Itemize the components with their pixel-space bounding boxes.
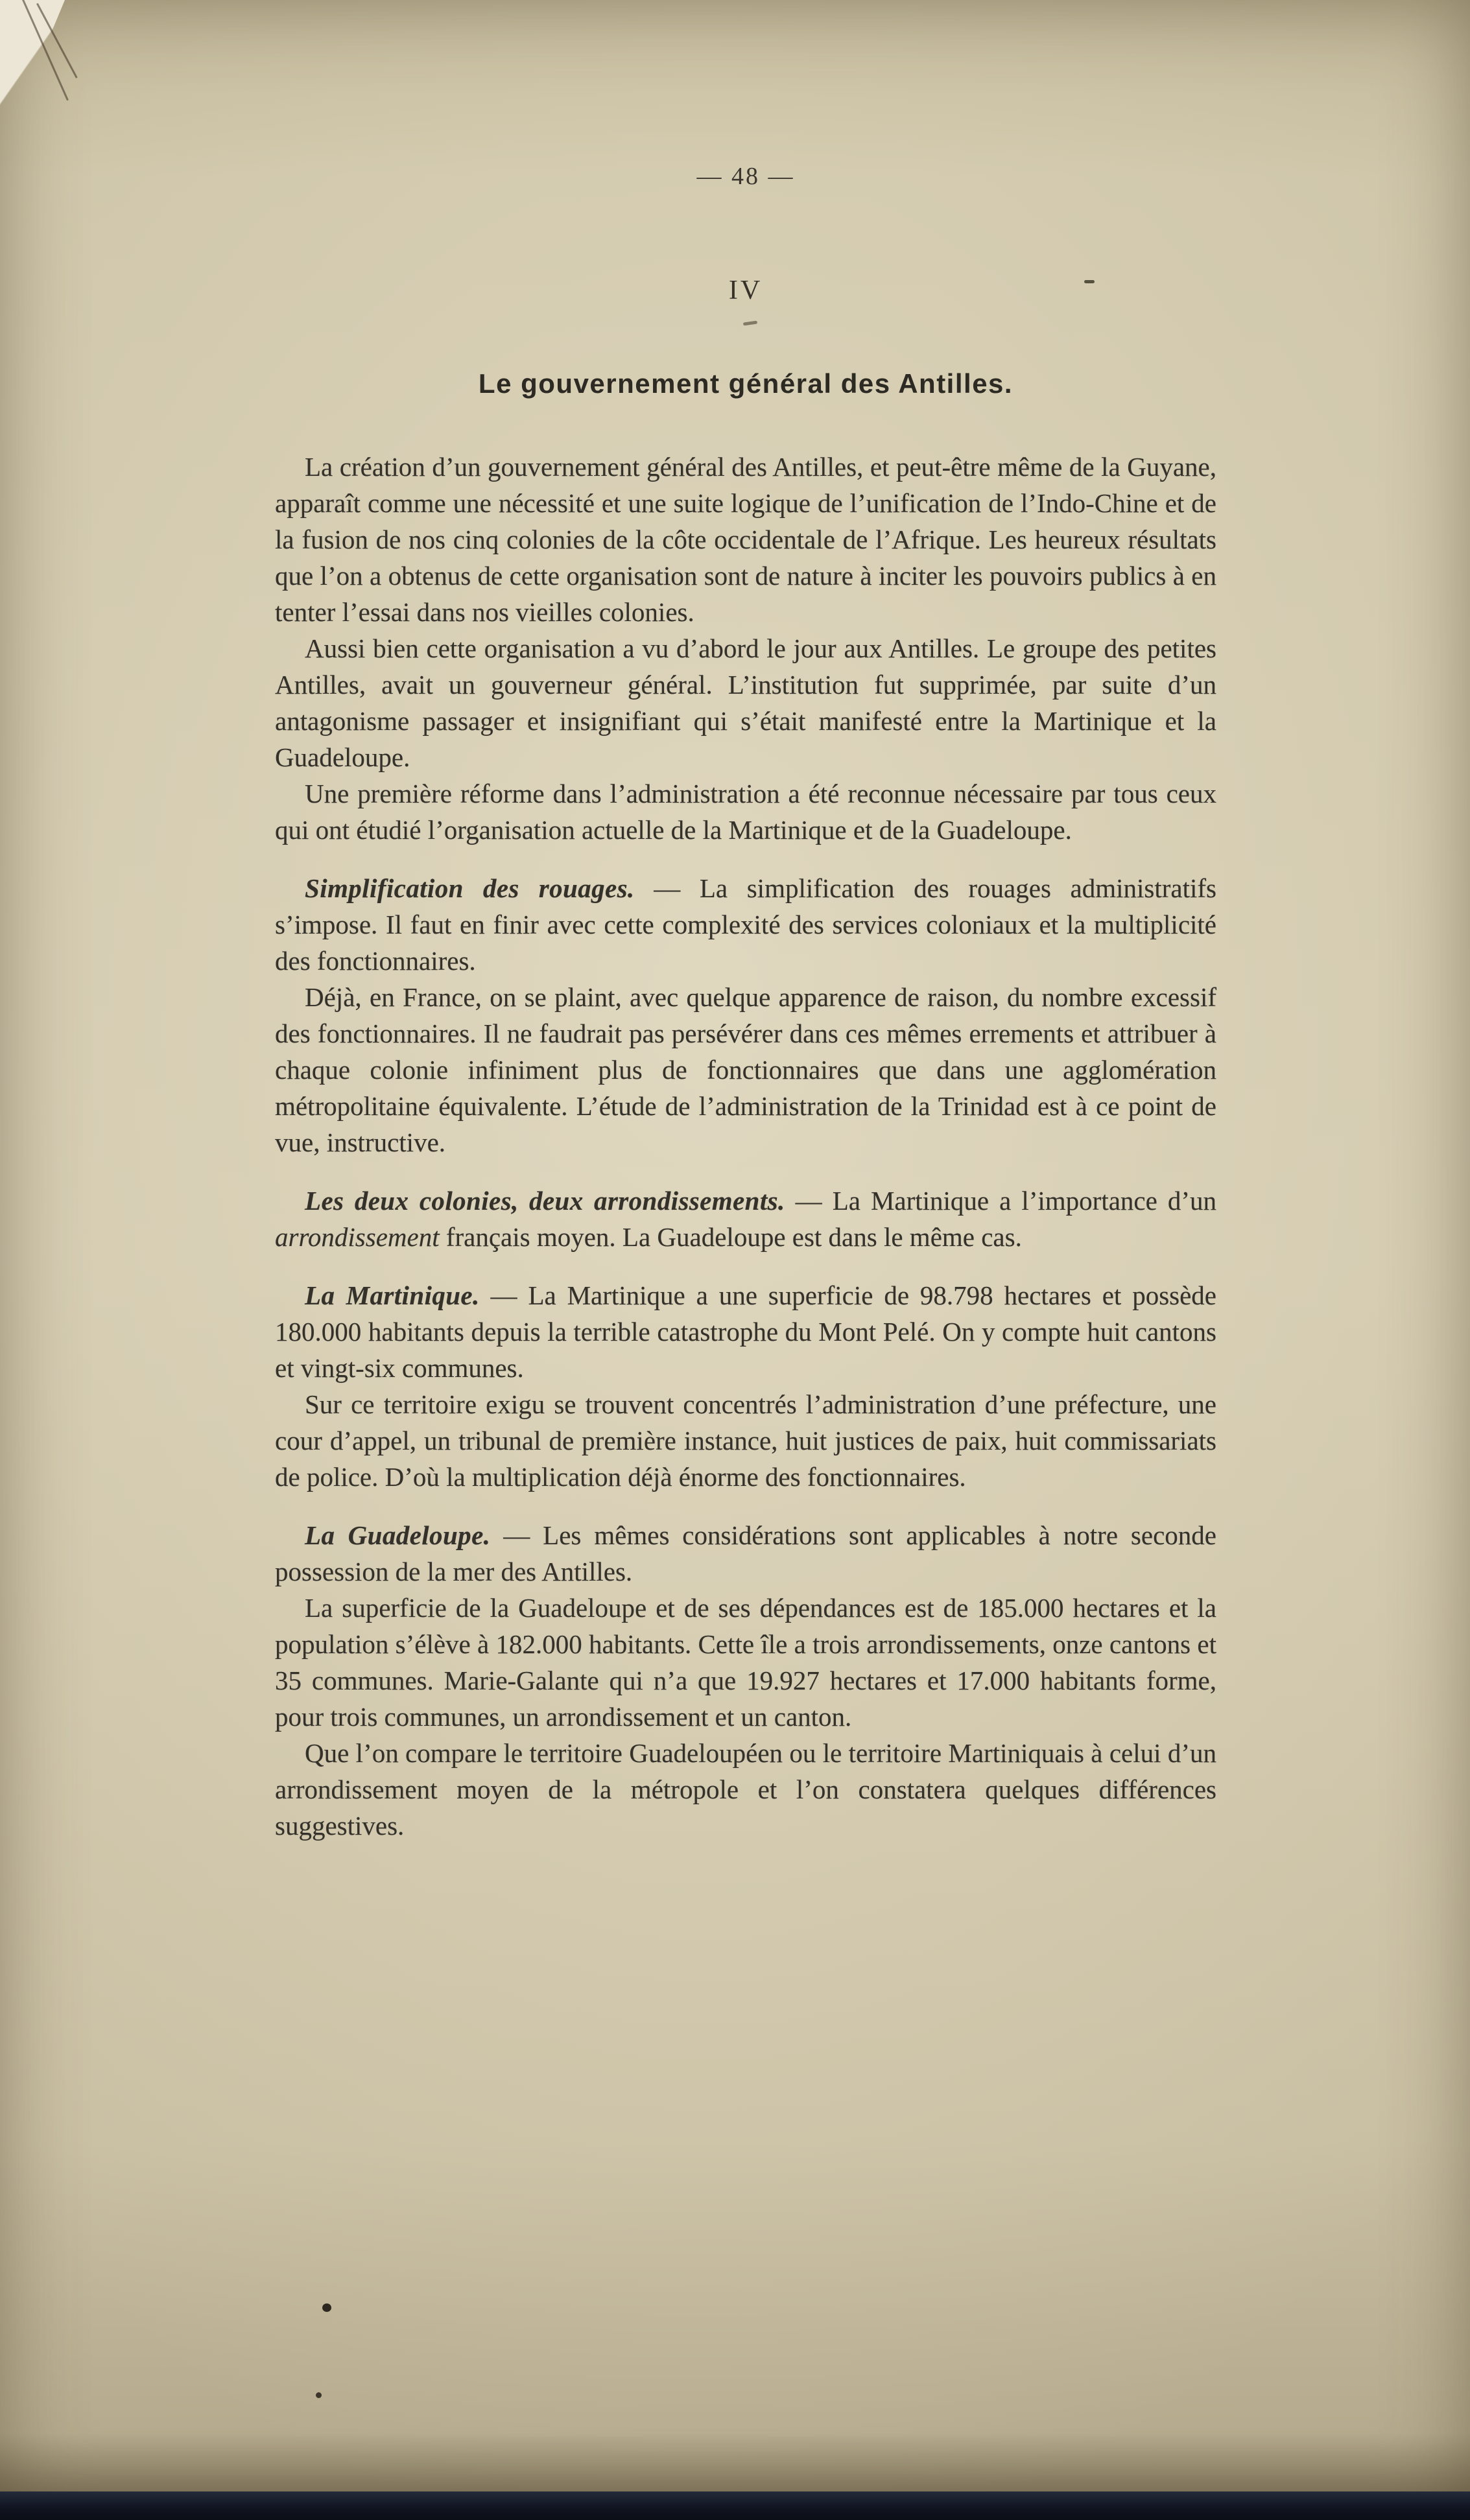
paragraph-lead: Les deux colonies, deux arrondissements. [305,1186,785,1216]
paragraph-lead: La Martinique. [305,1280,480,1310]
paragraph-lead: Simplification des rouages. [305,873,635,903]
paragraph-text: La création d’un gouvernement général des Antilles, et peut-être même de la Guyane, apparaît comme une nécessité et une suite logique de l’unification de l’Indo-Chine et de la fusion de nos cinq colonies de la côte occidentale de l’Afrique. Les heureux résultats que l’on a obtenus de cette organisation sont de nature à inciter les pouvoirs publics à en tenter l’essai dans nos vieilles colonies. [275,452,1216,627]
paragraph-text: — La Martinique a une superficie de 98.798 hectares et possède 180.000 habitants depuis la terrible catastrophe du Mont Pelé. On y compte huit cantons et vingt-six communes. [275,1280,1216,1383]
paragraph-text: Sur ce territoire exigu se trouvent concentrés l’administration d’une préfecture, une cour d’appel, un tribunal de première instance, huit justices de paix, huit commissariats de police. D’où la multiplication déjà énorme des fonctionnaires. [275,1389,1216,1492]
paragraph [275,1386,1216,1495]
paragraph [275,1590,1216,1735]
paragraph [275,979,1216,1160]
paragraph-text: — La simplification des rouages administratifs s’impose. Il faut en finir avec cette complexité des services coloniaux et la multiplicité des fonctionnaires. [275,873,1216,976]
paragraph-text: français moyen. La Guadeloupe est dans le même cas. [439,1222,1022,1252]
chapter-title: Le gouvernement général des Antilles. [478,368,1014,399]
paragraph-text: Que l’on compare le territoire Guadeloupéen ou le territoire Martiniquais à celui d’un arrondissement moyen de la métropole et l’on constatera quelques différences suggestives. [275,1738,1216,1841]
page-corner-sliver [0,0,71,156]
paragraph [275,1517,1216,1590]
paragraph-text: arrondissement [275,1222,440,1252]
section-number: IV [728,276,763,305]
paragraph [275,775,1216,848]
page-number: — 48 — [696,163,795,190]
body-text [275,449,1216,1844]
page-content [275,162,1216,1844]
paragraph [275,630,1216,775]
paragraph [275,1277,1216,1386]
paragraph [275,1735,1216,1844]
ink-speck [1084,280,1095,283]
ink-speck [322,2303,331,2312]
paragraph-text: — La Martinique a l’importance d’un [785,1186,1216,1216]
paragraph-text: — Les mêmes considérations sont applicables à notre seconde possession de la mer des Antilles. [275,1520,1216,1586]
paragraph-text: Aussi bien cette organisation a vu d’abord le jour aux Antilles. Le groupe des petites Antilles, avait un gouverneur général. L’institution fut supprimée, par suite d’un antagonisme passager et insignifiant qui s’était manifesté entre la Martinique et la Guadeloupe. [275,633,1216,772]
paragraph-text: La superficie de la Guadeloupe et de ses dépendances est de 185.000 hectares et la population s’élève à 182.000 habitants. Cette île a trois arrondissements, onze cantons et 35 communes. Marie-Galante qui n’a que 19.927 hectares et 17.000 habitants forme, pour trois communes, un arrondissement et un canton. [275,1593,1216,1732]
paragraph [275,1183,1216,1255]
ink-speck [316,2392,322,2398]
scan-bottom-edge [0,2491,1470,2520]
paragraph-lead: La Guadeloupe. [305,1520,491,1550]
paragraph [275,870,1216,979]
paragraph-text: Une première réforme dans l’administration a été reconnue nécessaire par tous ceux qui ont étudié l’organisation actuelle de la Martinique et de la Guadeloupe. [275,779,1216,845]
paragraph [275,449,1216,630]
scan-bottom-shadow [0,2433,1470,2491]
paragraph-text: Déjà, en France, on se plaint, avec quelque apparence de raison, du nombre excessif des fonctionnaires. Il ne faudrait pas persévérer dans ces mêmes errements et attribuer à chaque colonie infiniment plus de fonctionnaires que dans une agglomération métropolitaine équivalente. L’étude de l’administration de la Trinidad est à ce point de vue, instructive. [275,982,1216,1157]
